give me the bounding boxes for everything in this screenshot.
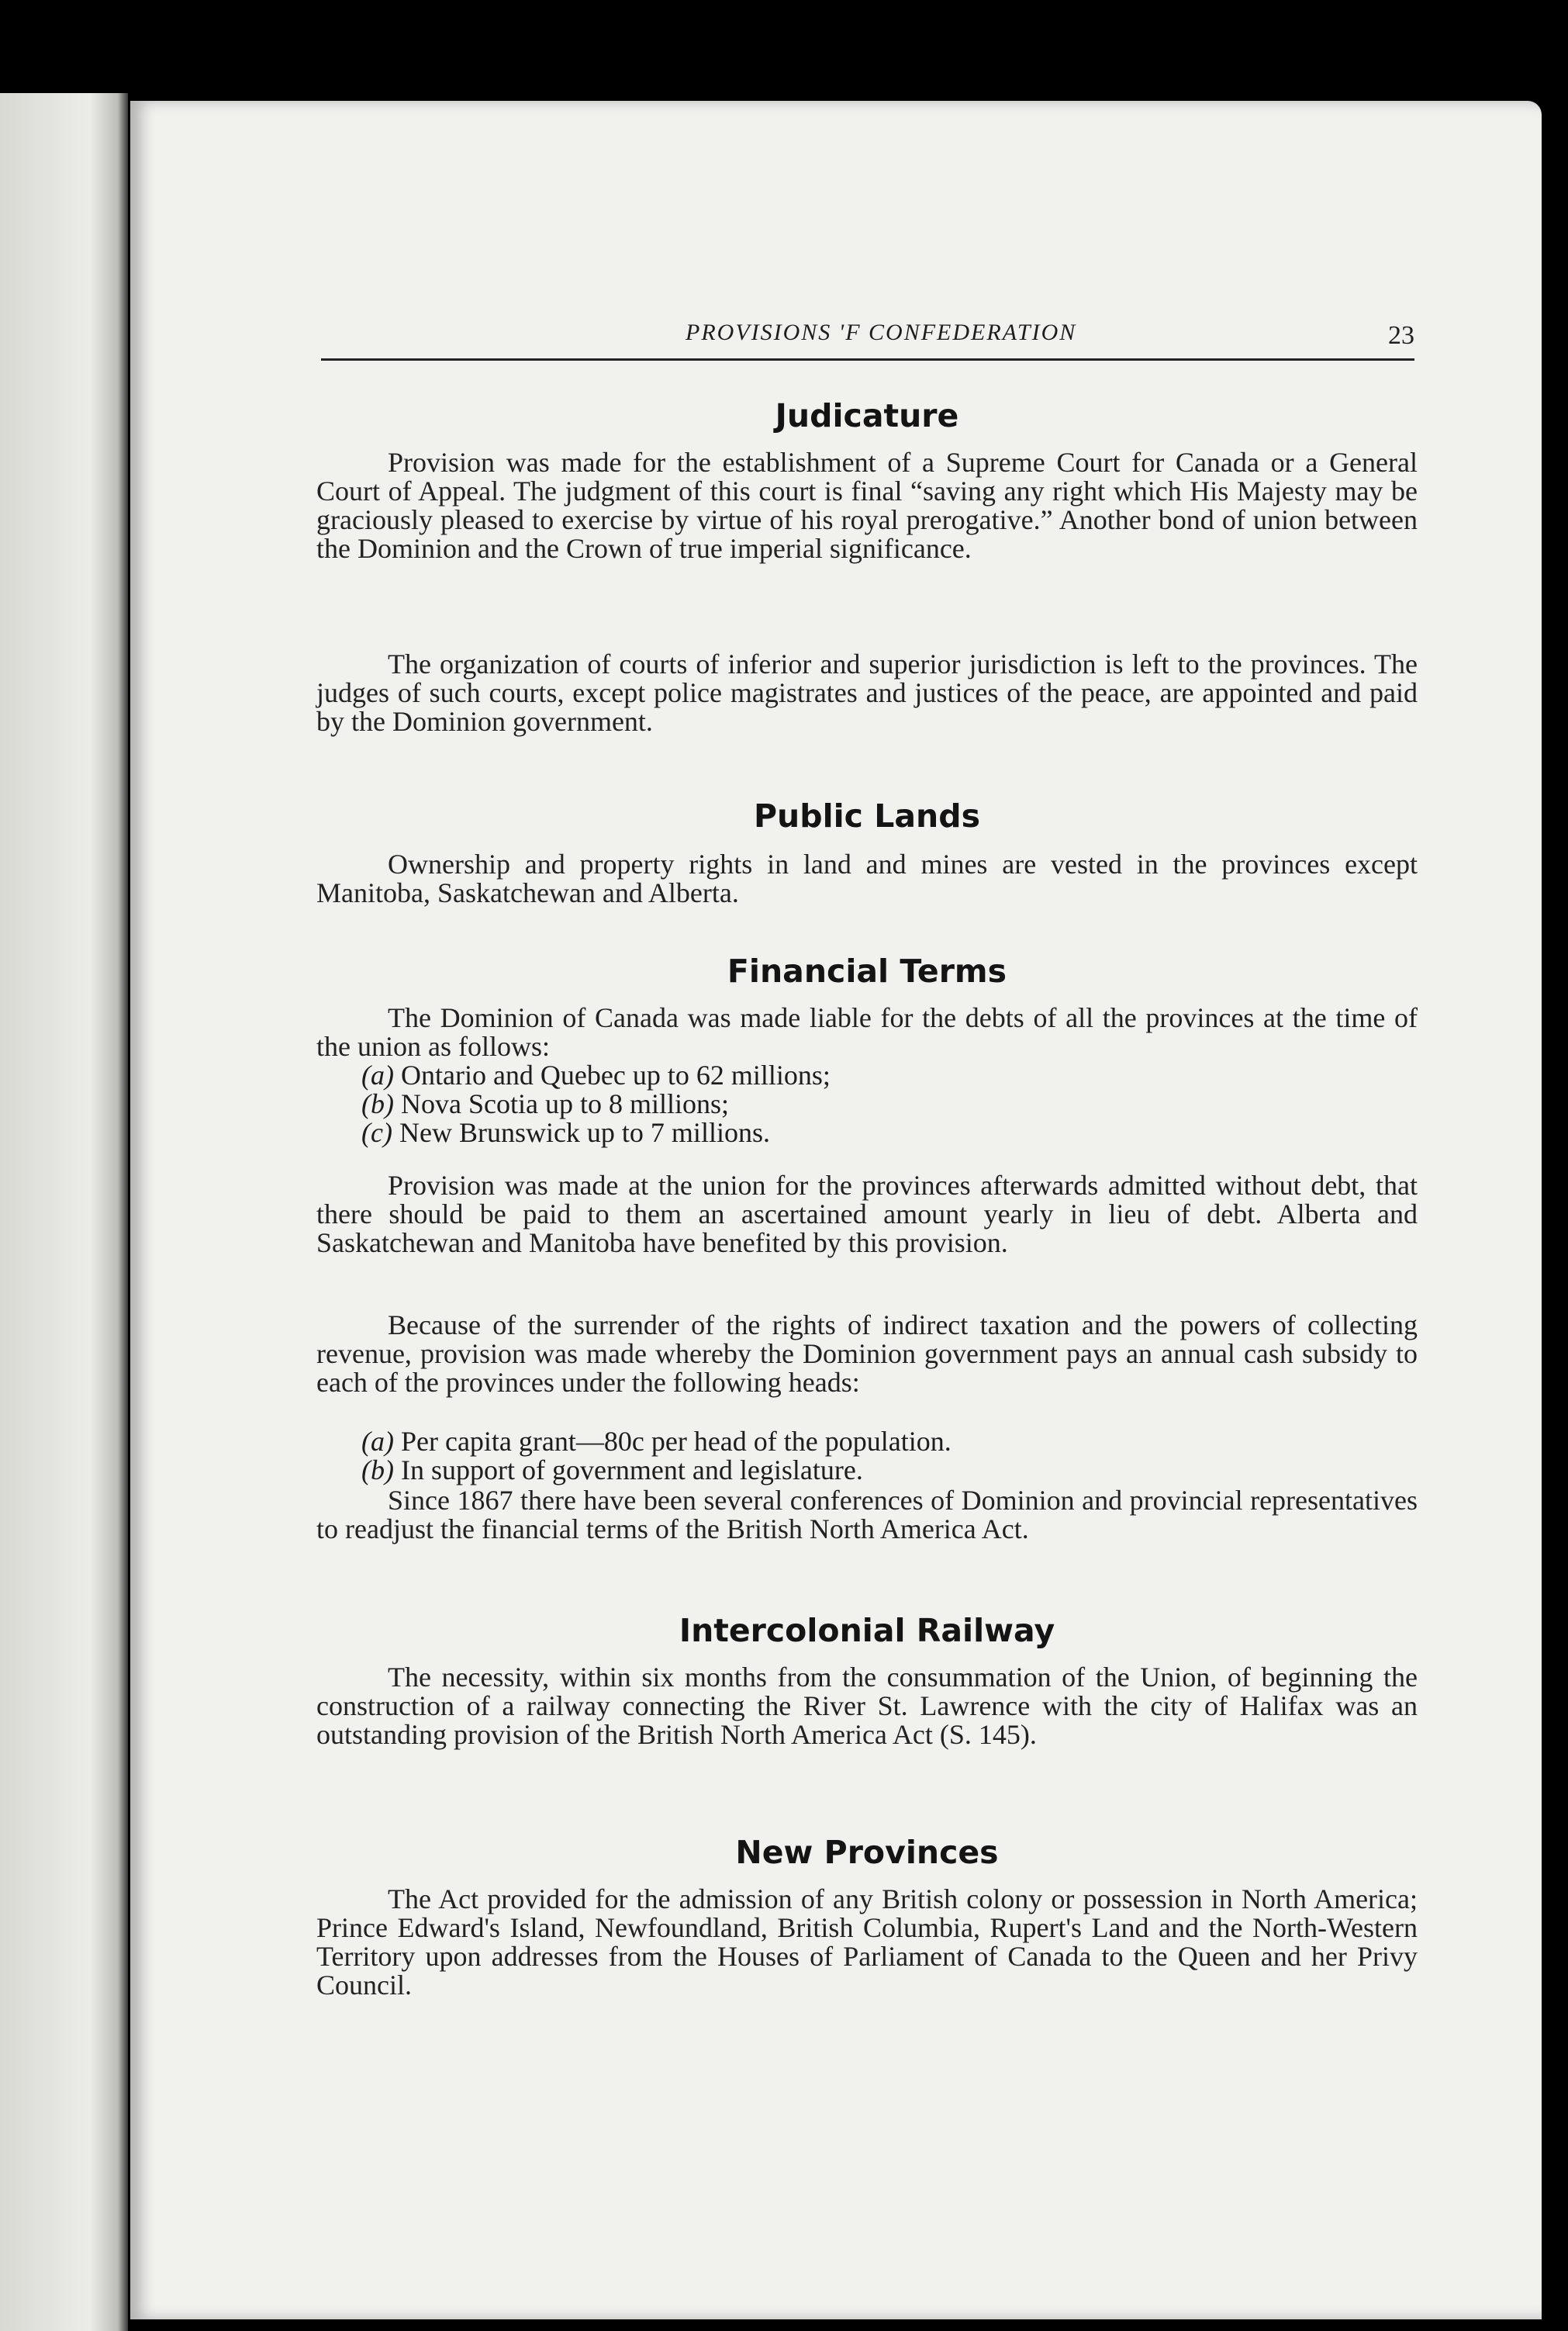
list-item <box>361 1119 1416 1147</box>
list-item-label: (b) <box>361 1454 394 1485</box>
list-item-label: (b) <box>361 1088 394 1119</box>
left-page-edge <box>0 93 128 2331</box>
list-item-text: Per capita grant—80c per head of the population. <box>400 1426 952 1457</box>
book-page <box>130 101 1542 2319</box>
running-head <box>321 320 1414 361</box>
list-item-label: (a) <box>361 1060 394 1091</box>
heading-new-provinces: New Provinces <box>735 1834 999 1871</box>
heading-judicature: Judicature <box>775 397 959 434</box>
financial-terms-paragraph-1: The Dominion of Canada was made liable for the debts of all the provinces at the time of the union as follows: <box>316 1002 1418 1062</box>
heading-financial-terms: Financial Terms <box>727 953 1007 990</box>
running-title: PROVISIONS 'F CONFEDERATION <box>686 320 1077 345</box>
page-number: 23 <box>1388 321 1414 350</box>
judicature-paragraph-2: The organization of courts of inferior and superior jurisdiction is left to the provinces. The judges of such courts, except police magistrates and justices of the peace, are appointed and paid by the Dominion government. <box>316 648 1418 737</box>
judicature-paragraph-1: Provision was made for the establishment of a Supreme Court for Canada or a General Court of Appeal. The judgment of this court is final “saving any right which His Majesty may be graciously pleased to exercise by virtue of his royal prerogative.” Another bond of union between the Dominion and the Crown of true imperial significance. <box>316 447 1418 564</box>
list-item-label: (a) <box>361 1426 394 1457</box>
heading-public-lands: Public Lands <box>753 797 980 835</box>
public-lands-paragraph: Ownership and property rights in land and mines are vested in the provinces except Manitoba, Saskatchewan and Alberta. <box>316 849 1418 908</box>
list-item <box>361 1456 1416 1485</box>
list-item <box>361 1427 1416 1456</box>
railway-paragraph: The necessity, within six months from the consummation of the Union, of beginning the construction of a railway connecting the River St. Lawrence with the city of Halifax was an outstanding provision of the British North America Act (S. 145). <box>316 1662 1418 1750</box>
financial-terms-paragraph-3: Because of the surrender of the rights of indirect taxation and the powers of collecting revenue, provision was made whereby the Dominion government pays an annual cash subsidy to each of the provinces under the following heads: <box>316 1309 1418 1398</box>
list-item-label: (c) <box>361 1117 392 1148</box>
list-item-text: Ontario and Quebec up to 62 millions; <box>400 1060 831 1091</box>
list-item-text: In support of government and legislature. <box>400 1454 863 1485</box>
new-provinces-paragraph: The Act provided for the admission of any British colony or possession in North America; Prince Edward's Island, Newfoundland, British Columbia, Rupert's Land and the North-Western Territory upon addresses from the Houses of Parliament of Canada to the Queen and her Privy Council. <box>316 1883 1418 2001</box>
financial-terms-paragraph-2: Provision was made at the union for the provinces afterwards admitted without debt, that there should be paid to them an ascertained amount yearly in lieu of debt. Alberta and Saskatchewan and Manitoba have benefited by this provision. <box>316 1170 1418 1258</box>
heading-intercolonial-railway: Intercolonial Railway <box>679 1612 1055 1649</box>
list-item-text: New Brunswick up to 7 millions. <box>399 1117 770 1148</box>
list-item <box>361 1090 1416 1119</box>
list-item <box>361 1061 1416 1090</box>
list-item-text: Nova Scotia up to 8 millions; <box>400 1088 729 1119</box>
financial-terms-paragraph-4: Since 1867 there have been several conferences of Dominion and provincial representatives to readjust the financial terms of the British North America Act. <box>316 1485 1418 1544</box>
